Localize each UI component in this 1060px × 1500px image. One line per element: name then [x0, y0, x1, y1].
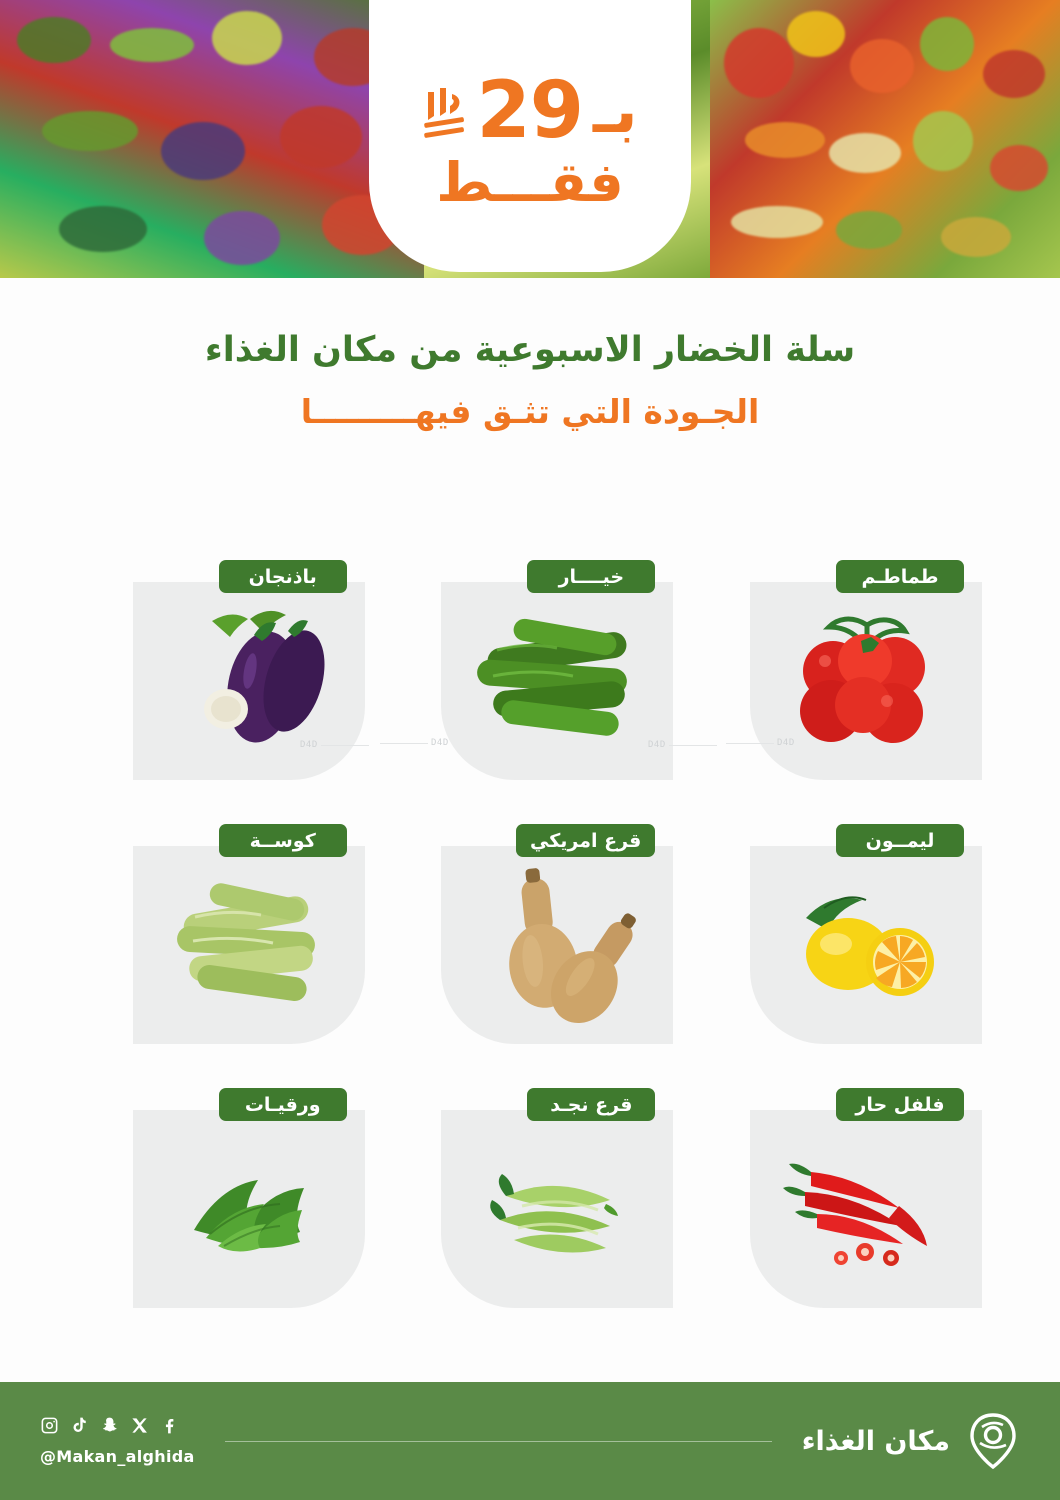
saudi-riyal-symbol-icon	[422, 86, 466, 138]
product-image-panel	[750, 582, 982, 780]
product-image-panel	[750, 1110, 982, 1308]
tomato-cluster-icon	[750, 582, 982, 780]
cucumbers-icon	[441, 582, 673, 780]
product-label: باذنجان	[219, 560, 347, 593]
watermark-2: D4D	[380, 738, 449, 748]
only-word: فقـــط	[436, 150, 624, 214]
watermark-3: D4D	[648, 740, 717, 750]
product-card[interactable]	[78, 824, 365, 1044]
watermark-1: D4D	[300, 740, 369, 750]
brand-block	[802, 1411, 1020, 1471]
product-image-panel	[133, 1110, 365, 1308]
product-image-panel	[441, 846, 673, 1044]
product-label: فلفل حار	[836, 1088, 964, 1121]
product-image-panel	[133, 846, 365, 1044]
produce-texture-right	[0, 0, 424, 278]
instagram-icon[interactable]	[40, 1416, 59, 1439]
facebook-icon[interactable]	[160, 1416, 179, 1439]
product-label: قرع نجـد	[527, 1088, 655, 1121]
product-grid	[78, 560, 982, 1308]
price-plate	[369, 0, 691, 272]
price-prefix: بـ	[593, 74, 638, 148]
product-image-panel	[750, 846, 982, 1044]
product-card[interactable]	[695, 824, 982, 1044]
leafy-greens-icon	[133, 1110, 365, 1308]
page-title: سلة الخضار الاسبوعية من مكان الغذاء	[204, 330, 856, 370]
price-line	[422, 66, 638, 157]
product-label: خيــــار	[527, 560, 655, 593]
lemons-icon	[750, 846, 982, 1044]
chili-peppers-icon	[750, 1110, 982, 1308]
tiktok-icon[interactable]	[70, 1416, 89, 1439]
eggplants-icon	[133, 582, 365, 780]
hero-photo-vegetables-left	[710, 0, 1060, 278]
footer-bar	[0, 1382, 1060, 1500]
location-pin-logo-icon	[966, 1411, 1020, 1471]
product-label: طماطـم	[836, 560, 964, 593]
produce-texture-left	[710, 0, 1060, 278]
zucchini-icon	[133, 846, 365, 1044]
product-image-panel	[441, 1110, 673, 1308]
social-handle: @Makan_alghida	[40, 1447, 195, 1466]
product-image-panel	[441, 582, 673, 780]
price-number: 29	[476, 66, 584, 157]
product-card[interactable]	[695, 1088, 982, 1308]
product-card[interactable]	[387, 824, 674, 1044]
butternut-squash-icon	[441, 846, 673, 1044]
brand-name: مكان الغذاء	[801, 1425, 950, 1457]
hero-banner	[0, 0, 1060, 278]
chayote-squash-icon	[441, 1110, 673, 1308]
hero-photo-vegetables-right	[0, 0, 424, 278]
footer-divider	[225, 1441, 772, 1442]
product-label: كوســة	[219, 824, 347, 857]
page-subtitle: الجـودة التي تثـق فيهـــــــــا	[300, 392, 760, 431]
product-label: ورقيـات	[219, 1088, 347, 1121]
social-icon-row	[40, 1416, 179, 1439]
x-icon[interactable]	[130, 1416, 149, 1439]
headings-block	[0, 330, 1060, 431]
product-card[interactable]	[78, 1088, 365, 1308]
product-label: ليمــون	[836, 824, 964, 857]
product-image-panel	[133, 582, 365, 780]
snapchat-icon[interactable]	[100, 1416, 119, 1439]
social-block	[40, 1416, 195, 1466]
product-label: قرع امريكي	[516, 824, 655, 857]
product-card[interactable]	[387, 1088, 674, 1308]
watermark-4: D4D	[726, 738, 795, 748]
